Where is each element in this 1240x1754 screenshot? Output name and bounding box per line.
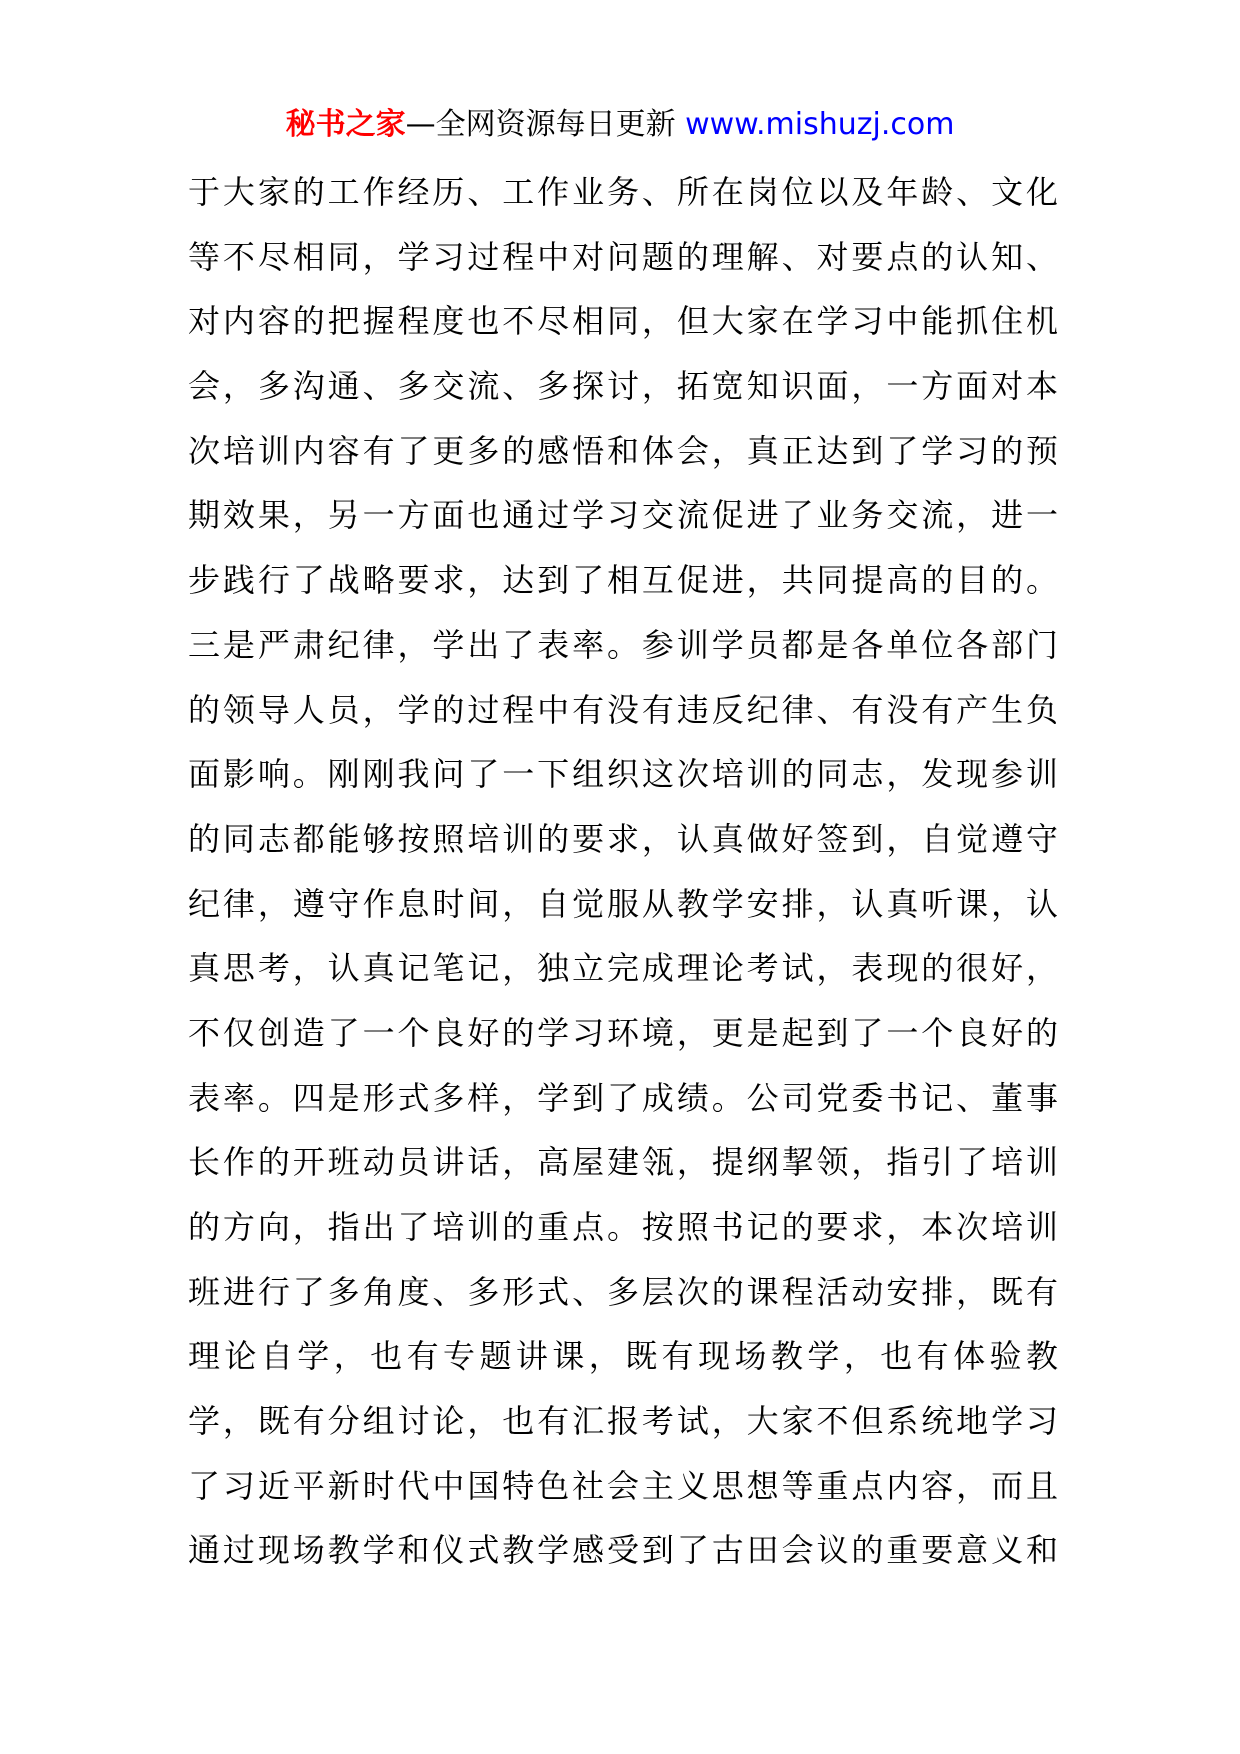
text-line: 不仅创造了一个良好的学习环境，更是起到了一个良好的 — [188, 1013, 1058, 1052]
text-line: 的领导人员，学的过程中有没有违反纪律、有没有产生负 — [188, 690, 1058, 729]
text-line: 面影响。刚刚我问了一下组织这次培训的同志，发现参训 — [188, 755, 1058, 794]
text-line: 于大家的工作经历、工作业务、所在岗位以及年龄、文化 — [188, 173, 1058, 211]
text-line: 对内容的把握程度也不尽相同，但大家在学习中能抓住机 — [188, 302, 1058, 341]
text-line: 次培训内容有了更多的感悟和体会，真正达到了学习的预 — [188, 431, 1058, 470]
text-line: 纪律，遵守作息时间，自觉服从教学安排，认真听课，认 — [188, 884, 1058, 923]
text-line: 通过现场教学和仪式教学感受到了古田会议的重要意义和 — [188, 1531, 1058, 1570]
text-line: 期效果，另一方面也通过学习交流促进了业务交流，进一 — [188, 496, 1058, 535]
site-url-link[interactable]: www.mishuzj.com — [685, 107, 955, 142]
text-line: 学，既有分组讨论，也有汇报考试，大家不但系统地学习 — [188, 1402, 1058, 1441]
text-line: 表率。四是形式多样，学到了成绩。公司党委书记、董事 — [188, 1078, 1058, 1117]
site-brand: 秘书之家 — [285, 107, 406, 142]
body-text — [188, 160, 1058, 1583]
site-tagline: —全网资源每日更新 — [405, 107, 676, 142]
page-header — [0, 100, 1240, 150]
text-line: 步践行了战略要求，达到了相互促进，共同提高的目的。 — [188, 561, 1058, 600]
text-line: 的同志都能够按照培训的要求，认真做好签到，自觉遵守 — [188, 819, 1058, 858]
text-line: 三是严肃纪律，学出了表率。参训学员都是各单位各部门 — [188, 625, 1058, 664]
text-line: 会，多沟通、多交流、多探讨，拓宽知识面，一方面对本 — [188, 367, 1058, 406]
text-line: 等不尽相同，学习过程中对问题的理解、对要点的认知、 — [188, 237, 1058, 276]
text-line: 的方向，指出了培训的重点。按照书记的要求，本次培训 — [188, 1208, 1058, 1246]
text-line: 理论自学，也有专题讲课，既有现场教学，也有体验教 — [188, 1337, 1058, 1376]
text-line: 班进行了多角度、多形式、多层次的课程活动安排，既有 — [188, 1272, 1058, 1311]
text-line: 长作的开班动员讲话，高屋建瓴，提纲挈领，指引了培训 — [188, 1143, 1058, 1182]
text-line: 了习近平新时代中国特色社会主义思想等重点内容，而且 — [188, 1466, 1058, 1505]
text-line: 真思考，认真记笔记，独立完成理论考试，表现的很好， — [188, 949, 1058, 988]
